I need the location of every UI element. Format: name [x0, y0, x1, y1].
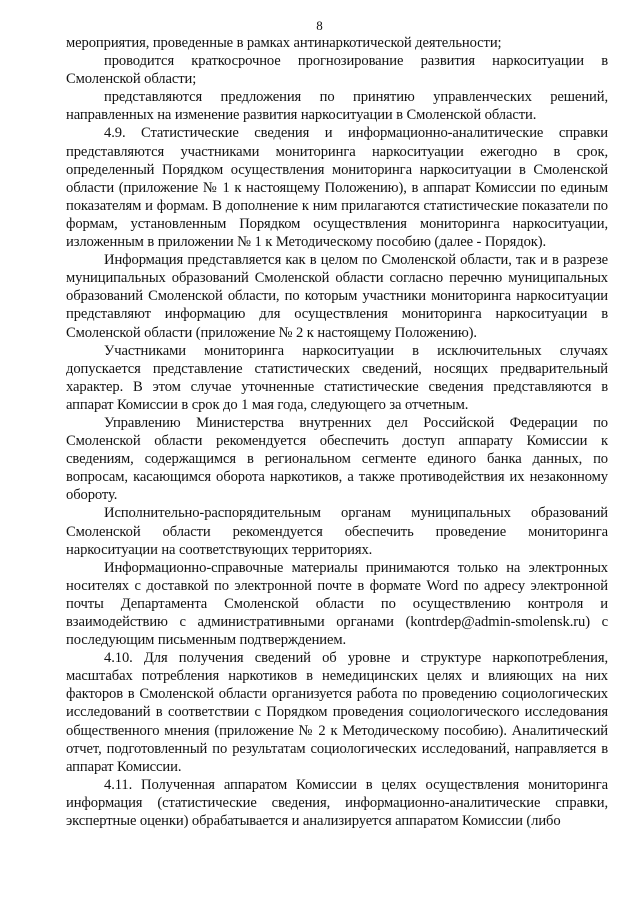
paragraph-information-scope: Информация представляется как в целом по Смоленской области, так и в разрезе муниципальных образований Смоленской области согласно перечню муниципальных образований Смоленской области, по которым участники мониторинга наркоситуации представляют информацию для осуществления мониторинга наркоситуации в Смоленской области (приложение № 2 к настоящему Положению). — [66, 252, 608, 341]
paragraph-forecasting: проводится краткосрочное прогнозирование развития наркоситуации в Смоленской области; — [66, 53, 608, 88]
paragraph-4-9: 4.9. Статистические сведения и информационно-аналитические справки представляются участниками мониторинга наркоситуации ежегодно в срок, определенный Порядком осуществления мониторинга наркоситуации в Смоленской области (приложение № 1 к настоящему Положению), в аппарат Комиссии по единым показателям и формам. В дополнение к ним прилагаются статистические показатели по формам, установленным Порядком осуществления мониторинга наркоситуации, изложенным в приложении № 1 к Методическому пособию (далее - Порядок). — [66, 125, 608, 251]
page-number: 8 — [316, 18, 323, 33]
paragraph-4-10: 4.10. Для получения сведений об уровне и структуре наркопотребления, масштабах потребления наркотиков в немедицинских целях и влияющих на них факторов в Смоленской области организуется работа по проведению социологических исследований в соответствии с Порядком проведения социологического исследования общественного мнения (приложение № 2 к Методическому пособию). Аналитический отчет, подготовленный по результатам социологических исследований, направляется в аппарат Комиссии. — [66, 650, 608, 775]
paragraph-proposals: представляются предложения по принятию управленческих решений, направленных на изменение развития наркоситуации в Смоленской области. — [66, 89, 608, 124]
paragraph-electronic-materials: Информационно-справочные материалы принимаются только на электронных носителях с доставкой по электронной почте в формате Word по адресу электронной почты Департамента Смоленской области по осуществлению контроля и взаимодействию с административными органами (kontrdep@admin-smolensk.ru) с последующим письменным подтверждением. — [66, 559, 608, 649]
paragraph-municipal-bodies: Исполнительно-распорядительным органам муниципальных образований Смоленской области рекомендуется обеспечить проведение мониторинга наркоситуации на соответствующих территориях. — [66, 505, 608, 558]
paragraph-continuation: мероприятия, проведенные в рамках антинаркотической деятельности; — [66, 35, 502, 51]
document-body — [66, 34, 608, 830]
paragraph-preliminary-data: Участниками мониторинга наркоситуации в исключительных случаях допускается представление статистических сведений, носящих предварительный характер. В этом случае уточненные статистические сведения представляются в аппарат Комиссии в срок до 1 мая года, следующего за отчетным. — [66, 342, 608, 413]
paragraph-4-11: 4.11. Полученная аппаратом Комиссии в целях осуществления мониторинга информация (статистические сведения, информационно-аналитические справки, экспертные оценки) обрабатывается и анализируется аппаратом Комиссии (либо — [66, 776, 608, 830]
paragraph-mvd-access: Управлению Министерства внутренних дел Российской Федерации по Смоленской области рекомендуется обеспечить доступ аппарату Комиссии к сведениям, содержащимся в региональном сегменте единого банка данных, по вопросам, касающимся оборота наркотиков, а также противодействия их незаконному обороту. — [66, 414, 608, 504]
